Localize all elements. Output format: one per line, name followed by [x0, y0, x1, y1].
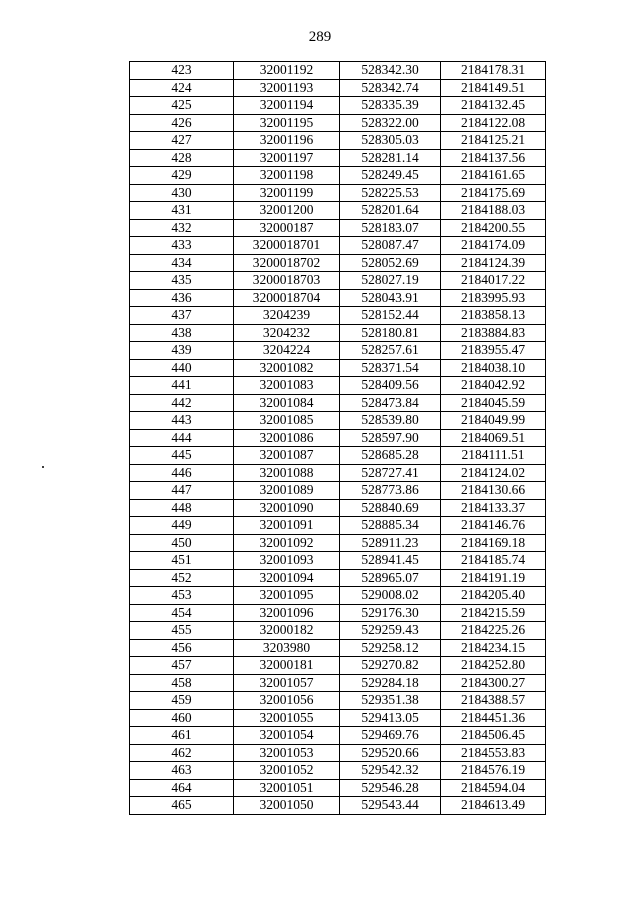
x-coordinate-cell: 529546.28 [340, 779, 441, 797]
table-row [130, 272, 546, 290]
point-number-cell: 451 [130, 552, 234, 570]
x-coordinate-cell: 529176.30 [340, 604, 441, 622]
table-row [130, 657, 546, 675]
table-row [130, 779, 546, 797]
x-coordinate-cell: 528371.54 [340, 359, 441, 377]
y-coordinate-cell: 2184576.19 [441, 762, 546, 780]
coordinates-table-body [130, 62, 546, 815]
point-id-cell: 32001192 [234, 62, 340, 80]
x-coordinate-cell: 528257.61 [340, 342, 441, 360]
point-number-cell: 441 [130, 377, 234, 395]
x-coordinate-cell: 528027.19 [340, 272, 441, 290]
y-coordinate-cell: 2184125.21 [441, 132, 546, 150]
y-coordinate-cell: 2184175.69 [441, 184, 546, 202]
coordinates-table [129, 61, 546, 815]
point-number-cell: 431 [130, 202, 234, 220]
table-row [130, 132, 546, 150]
point-number-cell: 459 [130, 692, 234, 710]
y-coordinate-cell: 2184252.80 [441, 657, 546, 675]
point-number-cell: 423 [130, 62, 234, 80]
table-row [130, 622, 546, 640]
point-number-cell: 432 [130, 219, 234, 237]
point-number-cell: 461 [130, 727, 234, 745]
y-coordinate-cell: 2184613.49 [441, 797, 546, 815]
table-row [130, 307, 546, 325]
x-coordinate-cell: 528322.00 [340, 114, 441, 132]
y-coordinate-cell: 2184185.74 [441, 552, 546, 570]
point-id-cell: 3204232 [234, 324, 340, 342]
table-row [130, 219, 546, 237]
y-coordinate-cell: 2184161.65 [441, 167, 546, 185]
x-coordinate-cell: 529542.32 [340, 762, 441, 780]
x-coordinate-cell: 529270.82 [340, 657, 441, 675]
point-id-cell: 32001089 [234, 482, 340, 500]
table-row [130, 639, 546, 657]
point-number-cell: 428 [130, 149, 234, 167]
y-coordinate-cell: 2184594.04 [441, 779, 546, 797]
x-coordinate-cell: 529351.38 [340, 692, 441, 710]
y-coordinate-cell: 2184122.08 [441, 114, 546, 132]
table-row [130, 342, 546, 360]
y-coordinate-cell: 2184234.15 [441, 639, 546, 657]
x-coordinate-cell: 528941.45 [340, 552, 441, 570]
y-coordinate-cell: 2183955.47 [441, 342, 546, 360]
x-coordinate-cell: 528201.64 [340, 202, 441, 220]
table-row [130, 762, 546, 780]
x-coordinate-cell: 528335.39 [340, 97, 441, 115]
x-coordinate-cell: 528225.53 [340, 184, 441, 202]
table-row [130, 744, 546, 762]
x-coordinate-cell: 528281.14 [340, 149, 441, 167]
x-coordinate-cell: 529543.44 [340, 797, 441, 815]
table-row [130, 114, 546, 132]
point-number-cell: 443 [130, 412, 234, 430]
x-coordinate-cell: 529469.76 [340, 727, 441, 745]
table-row [130, 237, 546, 255]
y-coordinate-cell: 2183858.13 [441, 307, 546, 325]
point-number-cell: 457 [130, 657, 234, 675]
table-row [130, 394, 546, 412]
point-id-cell: 32000181 [234, 657, 340, 675]
x-coordinate-cell: 528249.45 [340, 167, 441, 185]
y-coordinate-cell: 2184451.36 [441, 709, 546, 727]
point-id-cell: 32001054 [234, 727, 340, 745]
table-row [130, 202, 546, 220]
x-coordinate-cell: 528409.56 [340, 377, 441, 395]
x-coordinate-cell: 528052.69 [340, 254, 441, 272]
point-id-cell: 32001198 [234, 167, 340, 185]
point-number-cell: 458 [130, 674, 234, 692]
table-row [130, 727, 546, 745]
point-id-cell: 32001094 [234, 569, 340, 587]
x-coordinate-cell: 528727.41 [340, 464, 441, 482]
point-id-cell: 3204239 [234, 307, 340, 325]
x-coordinate-cell: 528965.07 [340, 569, 441, 587]
point-id-cell: 32001095 [234, 587, 340, 605]
x-coordinate-cell: 528685.28 [340, 447, 441, 465]
point-number-cell: 430 [130, 184, 234, 202]
y-coordinate-cell: 2184191.19 [441, 569, 546, 587]
point-id-cell: 32001057 [234, 674, 340, 692]
y-coordinate-cell: 2184300.27 [441, 674, 546, 692]
point-id-cell: 3200018701 [234, 237, 340, 255]
point-id-cell: 32001052 [234, 762, 340, 780]
point-number-cell: 444 [130, 429, 234, 447]
point-number-cell: 439 [130, 342, 234, 360]
point-id-cell: 32001091 [234, 517, 340, 535]
point-number-cell: 446 [130, 464, 234, 482]
table-row [130, 149, 546, 167]
x-coordinate-cell: 528043.91 [340, 289, 441, 307]
point-number-cell: 453 [130, 587, 234, 605]
x-coordinate-cell: 528183.07 [340, 219, 441, 237]
y-coordinate-cell: 2184506.45 [441, 727, 546, 745]
point-number-cell: 436 [130, 289, 234, 307]
point-number-cell: 425 [130, 97, 234, 115]
point-number-cell: 460 [130, 709, 234, 727]
table-row [130, 569, 546, 587]
point-id-cell: 32001083 [234, 377, 340, 395]
stray-mark [42, 466, 44, 468]
y-coordinate-cell: 2184174.09 [441, 237, 546, 255]
x-coordinate-cell: 528911.23 [340, 534, 441, 552]
point-id-cell: 32001200 [234, 202, 340, 220]
point-id-cell: 32001197 [234, 149, 340, 167]
table-row [130, 97, 546, 115]
x-coordinate-cell: 529258.12 [340, 639, 441, 657]
table-row [130, 552, 546, 570]
table-row [130, 517, 546, 535]
x-coordinate-cell: 528342.74 [340, 79, 441, 97]
point-id-cell: 32001195 [234, 114, 340, 132]
point-number-cell: 445 [130, 447, 234, 465]
table-row [130, 359, 546, 377]
table-row [130, 377, 546, 395]
table-row [130, 62, 546, 80]
y-coordinate-cell: 2184388.57 [441, 692, 546, 710]
y-coordinate-cell: 2184205.40 [441, 587, 546, 605]
point-number-cell: 435 [130, 272, 234, 290]
point-id-cell: 32001056 [234, 692, 340, 710]
x-coordinate-cell: 528152.44 [340, 307, 441, 325]
y-coordinate-cell: 2184124.39 [441, 254, 546, 272]
y-coordinate-cell: 2184178.31 [441, 62, 546, 80]
table-row [130, 324, 546, 342]
table-row [130, 184, 546, 202]
table-row [130, 534, 546, 552]
y-coordinate-cell: 2184049.99 [441, 412, 546, 430]
y-coordinate-cell: 2184133.37 [441, 499, 546, 517]
x-coordinate-cell: 529413.05 [340, 709, 441, 727]
y-coordinate-cell: 2184038.10 [441, 359, 546, 377]
point-number-cell: 447 [130, 482, 234, 500]
point-id-cell: 3203980 [234, 639, 340, 657]
point-number-cell: 465 [130, 797, 234, 815]
y-coordinate-cell: 2184132.45 [441, 97, 546, 115]
y-coordinate-cell: 2184137.56 [441, 149, 546, 167]
point-number-cell: 434 [130, 254, 234, 272]
point-id-cell: 32001053 [234, 744, 340, 762]
y-coordinate-cell: 2183995.93 [441, 289, 546, 307]
point-id-cell: 32001087 [234, 447, 340, 465]
point-number-cell: 433 [130, 237, 234, 255]
y-coordinate-cell: 2184111.51 [441, 447, 546, 465]
point-id-cell: 3204224 [234, 342, 340, 360]
point-id-cell: 32001084 [234, 394, 340, 412]
x-coordinate-cell: 528087.47 [340, 237, 441, 255]
point-number-cell: 442 [130, 394, 234, 412]
point-number-cell: 440 [130, 359, 234, 377]
point-id-cell: 3200018703 [234, 272, 340, 290]
point-id-cell: 32001090 [234, 499, 340, 517]
point-number-cell: 462 [130, 744, 234, 762]
point-id-cell: 32001082 [234, 359, 340, 377]
point-id-cell: 32001193 [234, 79, 340, 97]
x-coordinate-cell: 528473.84 [340, 394, 441, 412]
x-coordinate-cell: 529008.02 [340, 587, 441, 605]
table-row [130, 604, 546, 622]
point-number-cell: 426 [130, 114, 234, 132]
y-coordinate-cell: 2184146.76 [441, 517, 546, 535]
x-coordinate-cell: 528305.03 [340, 132, 441, 150]
x-coordinate-cell: 528539.80 [340, 412, 441, 430]
table-row [130, 797, 546, 815]
point-id-cell: 32001092 [234, 534, 340, 552]
y-coordinate-cell: 2183884.83 [441, 324, 546, 342]
point-id-cell: 32001055 [234, 709, 340, 727]
point-number-cell: 463 [130, 762, 234, 780]
page-number: 289 [308, 29, 332, 45]
point-id-cell: 3200018702 [234, 254, 340, 272]
x-coordinate-cell: 528773.86 [340, 482, 441, 500]
y-coordinate-cell: 2184069.51 [441, 429, 546, 447]
table-row [130, 482, 546, 500]
y-coordinate-cell: 2184149.51 [441, 79, 546, 97]
y-coordinate-cell: 2184130.66 [441, 482, 546, 500]
point-id-cell: 32001194 [234, 97, 340, 115]
point-number-cell: 429 [130, 167, 234, 185]
point-number-cell: 438 [130, 324, 234, 342]
point-id-cell: 32000187 [234, 219, 340, 237]
point-number-cell: 448 [130, 499, 234, 517]
table-row [130, 79, 546, 97]
y-coordinate-cell: 2184225.26 [441, 622, 546, 640]
table-row [130, 412, 546, 430]
y-coordinate-cell: 2184215.59 [441, 604, 546, 622]
point-number-cell: 456 [130, 639, 234, 657]
table-row [130, 709, 546, 727]
point-number-cell: 449 [130, 517, 234, 535]
point-id-cell: 32001085 [234, 412, 340, 430]
point-number-cell: 427 [130, 132, 234, 150]
y-coordinate-cell: 2184169.18 [441, 534, 546, 552]
point-number-cell: 437 [130, 307, 234, 325]
point-number-cell: 424 [130, 79, 234, 97]
point-number-cell: 452 [130, 569, 234, 587]
point-id-cell: 32001196 [234, 132, 340, 150]
point-number-cell: 450 [130, 534, 234, 552]
point-id-cell: 32001093 [234, 552, 340, 570]
x-coordinate-cell: 528885.34 [340, 517, 441, 535]
y-coordinate-cell: 2184124.02 [441, 464, 546, 482]
table-row [130, 464, 546, 482]
x-coordinate-cell: 529284.18 [340, 674, 441, 692]
y-coordinate-cell: 2184200.55 [441, 219, 546, 237]
point-id-cell: 32000182 [234, 622, 340, 640]
table-row [130, 167, 546, 185]
x-coordinate-cell: 528180.81 [340, 324, 441, 342]
table-row [130, 289, 546, 307]
point-id-cell: 32001199 [234, 184, 340, 202]
point-id-cell: 32001088 [234, 464, 340, 482]
x-coordinate-cell: 528597.90 [340, 429, 441, 447]
x-coordinate-cell: 528342.30 [340, 62, 441, 80]
point-id-cell: 32001086 [234, 429, 340, 447]
point-number-cell: 464 [130, 779, 234, 797]
table-row [130, 254, 546, 272]
x-coordinate-cell: 529259.43 [340, 622, 441, 640]
point-id-cell: 32001051 [234, 779, 340, 797]
table-row [130, 499, 546, 517]
y-coordinate-cell: 2184045.59 [441, 394, 546, 412]
table-row [130, 587, 546, 605]
y-coordinate-cell: 2184017.22 [441, 272, 546, 290]
table-row [130, 692, 546, 710]
point-number-cell: 454 [130, 604, 234, 622]
table-row [130, 674, 546, 692]
y-coordinate-cell: 2184553.83 [441, 744, 546, 762]
point-id-cell: 32001050 [234, 797, 340, 815]
point-id-cell: 32001096 [234, 604, 340, 622]
x-coordinate-cell: 528840.69 [340, 499, 441, 517]
y-coordinate-cell: 2184188.03 [441, 202, 546, 220]
point-id-cell: 3200018704 [234, 289, 340, 307]
x-coordinate-cell: 529520.66 [340, 744, 441, 762]
table-row [130, 447, 546, 465]
point-number-cell: 455 [130, 622, 234, 640]
y-coordinate-cell: 2184042.92 [441, 377, 546, 395]
table-row [130, 429, 546, 447]
